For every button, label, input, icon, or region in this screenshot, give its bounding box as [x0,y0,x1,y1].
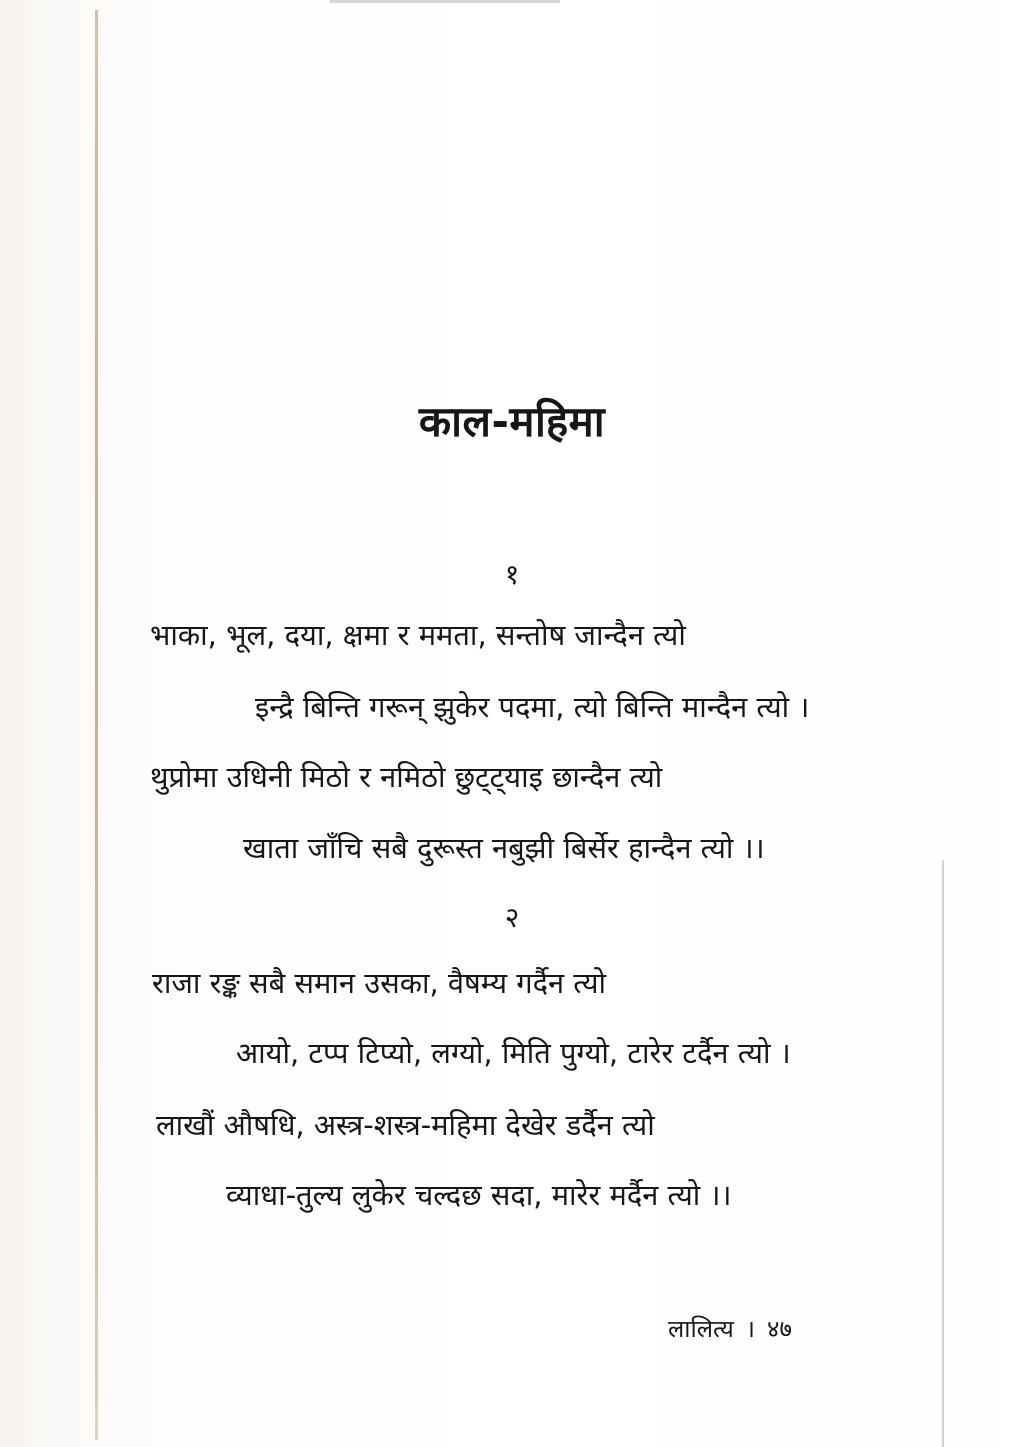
page-spine-shadow [95,10,98,1440]
poem-title: काल-महिमा [418,397,606,446]
stanza-number-1: १ [504,558,520,591]
verse-line: भाका, भूल, दया, क्षमा र ममता, सन्तोष जान्दैन त्यो [150,618,686,652]
stanza-number-2: २ [504,901,520,934]
page-top-edge [330,0,560,3]
verse-line: थुप्रोमा उधिनी मिठो र नमिठो छुट्ट्याइ छान्दैन त्यो [150,760,663,794]
verse-line: खाता जाँचि सबै दुरूस्त नबुझी बिर्सेर हान्दैन त्यो ।। [243,831,765,865]
footer-book-title: लालित्य [668,1315,734,1343]
page-number: ४७ [766,1315,792,1343]
verse-line: व्याधा-तुल्य लुकेर चल्दछ सदा, मारेर मर्दैन त्यो ।। [226,1178,732,1212]
page-right-edge [942,860,944,1447]
verse-line: लाखौं औषधि, अस्त्र-शस्त्र-महिमा देखेर डर्दैन त्यो [156,1108,655,1142]
verse-line: आयो, टप्प टिप्यो, लग्यो, मिति पुग्यो, टारेर टर्दैन त्यो । [236,1036,791,1070]
verse-line: इन्द्रै बिन्ति गरून् झुकेर पदमा, त्यो बिन्ति मान्दैन त्यो । [255,690,810,724]
footer-separator: । [745,1315,755,1343]
page-footer [668,1312,792,1345]
verse-line: राजा रङ्क सबै समान उसका, वैषम्य गर्दैन त्यो [152,966,607,1000]
